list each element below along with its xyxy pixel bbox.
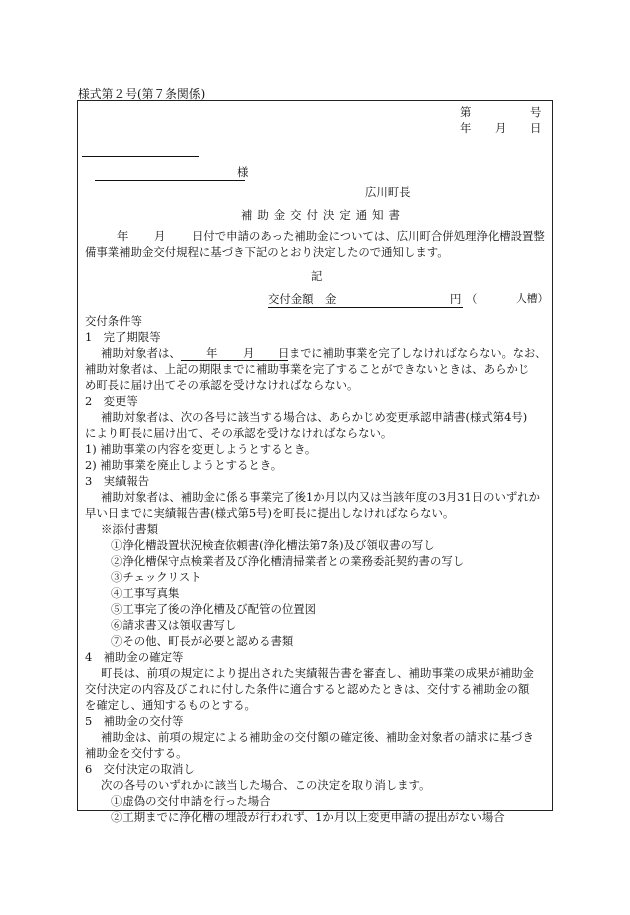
amount-underline: [268, 307, 463, 308]
attachment-item: ⑦その他、町長が必要と認める書類: [111, 634, 294, 648]
section-3-heading: 3 実績報告: [85, 474, 150, 488]
addressee-line-2: [95, 180, 245, 181]
intro-month: 月: [154, 229, 166, 243]
section-6-item: ①虚偽の交付申請を行った場合: [111, 794, 271, 808]
section-1-line-1a: 補助対象者は、: [101, 346, 181, 360]
conditions-heading: 交付条件等: [85, 314, 142, 328]
section-3-line-2: 早い日までに実績報告書(様式第5号)を町長に提出しなければならない。: [85, 506, 455, 520]
section-1-line-3: め町長に届け出てその承認を受けなければならない。: [85, 378, 359, 392]
attachment-item: ③チェックリスト: [111, 570, 202, 584]
date-year: 年: [460, 121, 472, 135]
section-2-line-1: 補助対象者は、次の各号に該当する場合は、あらかじめ変更承認申請書(様式第4号): [101, 410, 528, 424]
notice-frame: [77, 100, 553, 824]
section-3-line-1: 補助対象者は、補助金に係る事業完了後1か月以内又は当該年度の3月31日のいずれか: [101, 490, 541, 504]
section-1-line-2: 補助対象者は、上記の期限までに補助事業を完了することができないときは、あらかじ: [85, 362, 530, 376]
intro-text-2: 備事業補助金交付規程に基づき下記のとおり決定したので通知します。: [85, 245, 449, 259]
attachment-item: ①浄化槽設置状況検査依頼書(浄化槽法第7条)及び領収書の写し: [111, 538, 435, 552]
date-month: 月: [495, 121, 507, 135]
issuer: 広川町長: [365, 185, 411, 199]
section-5-heading: 5 補助金の交付等: [85, 714, 184, 728]
section-2-heading: 2 変更等: [85, 394, 138, 408]
number-suffix: 号: [530, 105, 542, 119]
amount-open-paren: （: [466, 292, 478, 306]
section-4-heading: 4 補助金の確定等: [85, 650, 184, 664]
section-2-item-2: 2) 補助事業を廃止しようとするとき。: [85, 458, 283, 472]
section-1-heading: 1 完了期限等: [85, 330, 161, 344]
section-6-heading: 6 交付決定の取消し: [85, 762, 195, 776]
section-1-month: 月: [243, 346, 255, 360]
section-6-item: ②工期までに浄化槽の埋設が行われず、1か月以上変更申請の提出がない場合: [111, 810, 505, 824]
addressee-suffix: 様: [237, 165, 249, 179]
addressee-line-1: [82, 156, 199, 157]
section-2-item-1: 1) 補助事業の内容を変更しようとするとき。: [85, 442, 317, 456]
section-6-line-1: 次の各号のいずれかに該当した場合、この決定を取り消します。: [101, 778, 431, 792]
ki-mark: 記: [311, 269, 323, 283]
section-5-line-2: 補助金を交付する。: [85, 746, 188, 760]
section-1-day: 日: [278, 346, 290, 360]
page-title: 補助金交付決定通知書: [241, 208, 405, 222]
form-label: 様式第２号(第７条関係): [78, 87, 206, 101]
section-1-line-1b: までに補助事業を完了しなければならない。なお、: [289, 347, 547, 360]
section-1-year: 年: [206, 346, 218, 360]
amount-label: 交付金額 金: [268, 292, 337, 306]
amount-yen: 円: [450, 292, 462, 306]
deadline-underline: [181, 360, 288, 361]
number-prefix: 第: [460, 105, 472, 119]
section-2-line-2: により町長に届け出て、その承認を受けなければならない。: [85, 426, 393, 440]
attachment-item: ②浄化槽保守点検業者及び浄化槽清掃業者との業務委託契約書の写し: [111, 554, 465, 568]
section-4-line-2: 交付決定の内容及びこれに付した条件に適合すると認めたときは、交付する補助金の額: [85, 682, 530, 696]
intro-text: 日付で申請のあった補助金については、広川町合併処理浄化槽設置整: [192, 229, 545, 243]
attachment-item: ④工事写真集: [111, 586, 180, 600]
section-5-line-1: 補助金は、前項の規定による補助金の交付額の確定後、補助金対象者の請求に基づき: [101, 730, 534, 744]
amount-people: 人槽）: [516, 292, 549, 305]
section-4-line-1: 町長は、前項の規定により提出された実績報告書を審査し、補助事業の成果が補助金: [101, 666, 534, 680]
date-day: 日: [530, 121, 542, 135]
attachments-heading: ※添付書類: [101, 522, 158, 536]
section-4-line-3: を確定し、通知するものとする。: [85, 698, 256, 712]
attachment-item: ⑤工事完了後の浄化槽及び配管の位置図: [111, 602, 317, 616]
attachment-item: ⑥請求書又は領収書写し: [111, 618, 237, 632]
intro-year: 年: [117, 229, 129, 243]
